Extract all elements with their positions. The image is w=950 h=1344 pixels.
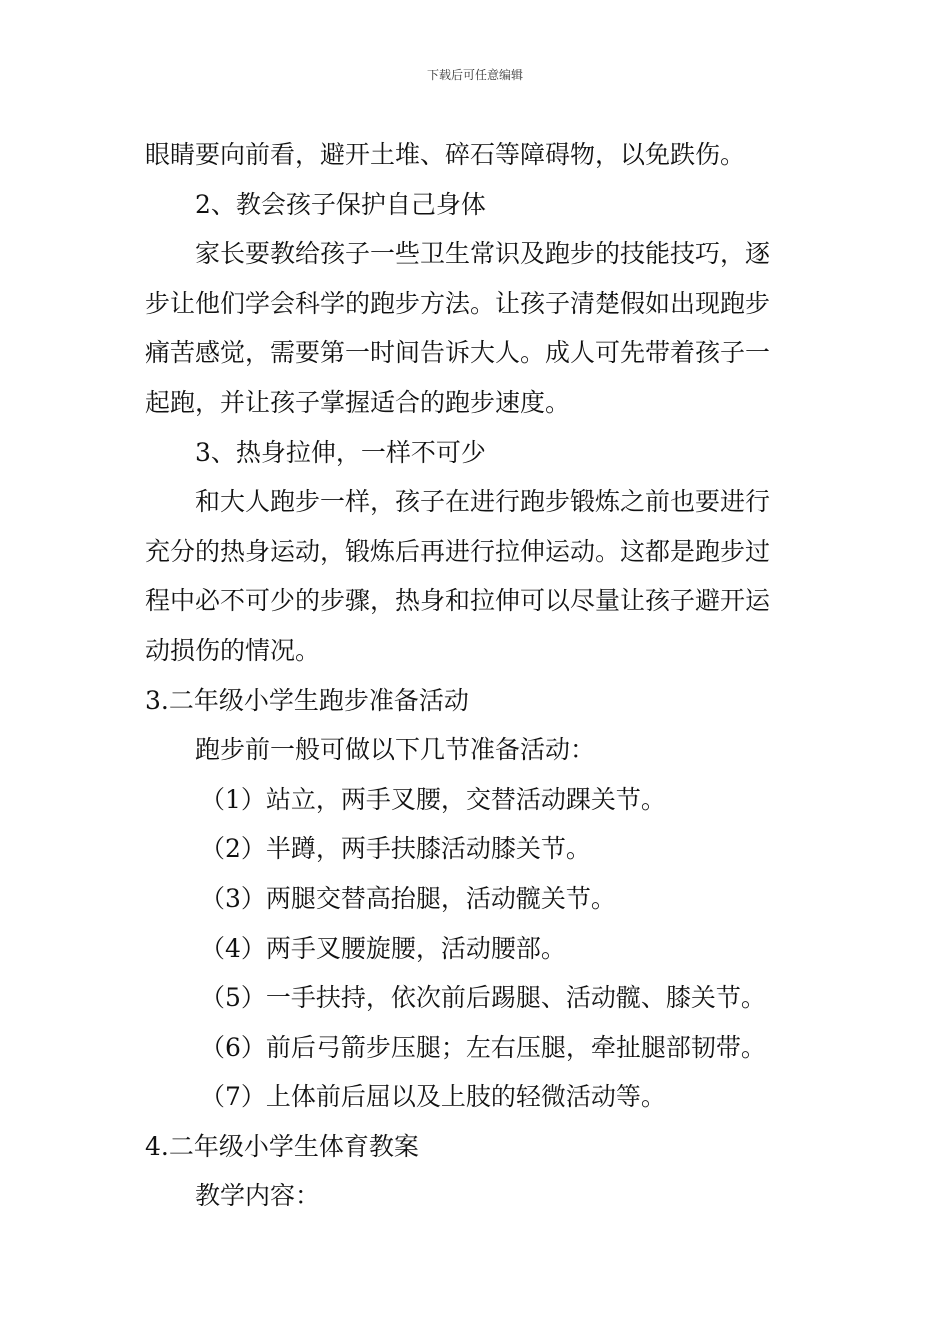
list-item: （4）两手叉腰旋腰，活动腰部。 <box>200 933 566 963</box>
list-item: （7）上体前后屈以及上肢的轻微活动等。 <box>200 1082 666 1112</box>
list-item: （3）两腿交替高抬腿，活动髋关节。 <box>200 883 616 913</box>
subheading-protect-body: 2、教会孩子保护自己身体 <box>195 189 486 219</box>
list-item: （6）前后弓箭步压腿；左右压腿，牵扯腿部韧带。 <box>200 1032 766 1062</box>
document-body <box>145 130 810 1221</box>
paragraph-line: 跑步前一般可做以下几节准备活动： <box>195 735 596 765</box>
paragraph-line: 充分的热身运动，锻炼后再进行拉伸运动。这都是跑步过 <box>145 536 771 566</box>
paragraph-line: 痛苦感觉，需要第一时间告诉大人。成人可先带着孩子一 <box>145 338 771 368</box>
paragraph-line: 程中必不可少的步骤，热身和拉伸可以尽量让孩子避开运 <box>145 586 771 616</box>
paragraph-line: 步让他们学会科学的跑步方法。让孩子清楚假如出现跑步 <box>145 288 771 318</box>
page-header-note: 下载后可任意编辑 <box>426 68 523 82</box>
section-heading-4: 4.二年级小学生体育教案 <box>145 1131 419 1161</box>
paragraph-line: 教学内容： <box>195 1181 321 1211</box>
paragraph-line: 和大人跑步一样，孩子在进行跑步锻炼之前也要进行 <box>195 487 771 517</box>
list-item: （2）半蹲，两手扶膝活动膝关节。 <box>200 834 591 864</box>
section-heading-3: 3.二年级小学生跑步准备活动 <box>145 685 469 715</box>
paragraph-line: 家长要教给孩子一些卫生常识及跑步的技能技巧，逐 <box>195 239 771 269</box>
list-item: （1）站立，两手叉腰，交替活动踝关节。 <box>200 784 666 814</box>
list-item: （5）一手扶持，依次前后踢腿、活动髋、膝关节。 <box>200 983 766 1013</box>
paragraph-line: 动损伤的情况。 <box>145 635 321 665</box>
subheading-warmup-stretch: 3、热身拉伸，一样不可少 <box>195 437 486 467</box>
paragraph-line: 眼睛要向前看，避开土堆、碎石等障碍物，以免跌伤。 <box>145 140 746 169</box>
paragraph-line: 起跑，并让孩子掌握适合的跑步速度。 <box>145 387 571 417</box>
